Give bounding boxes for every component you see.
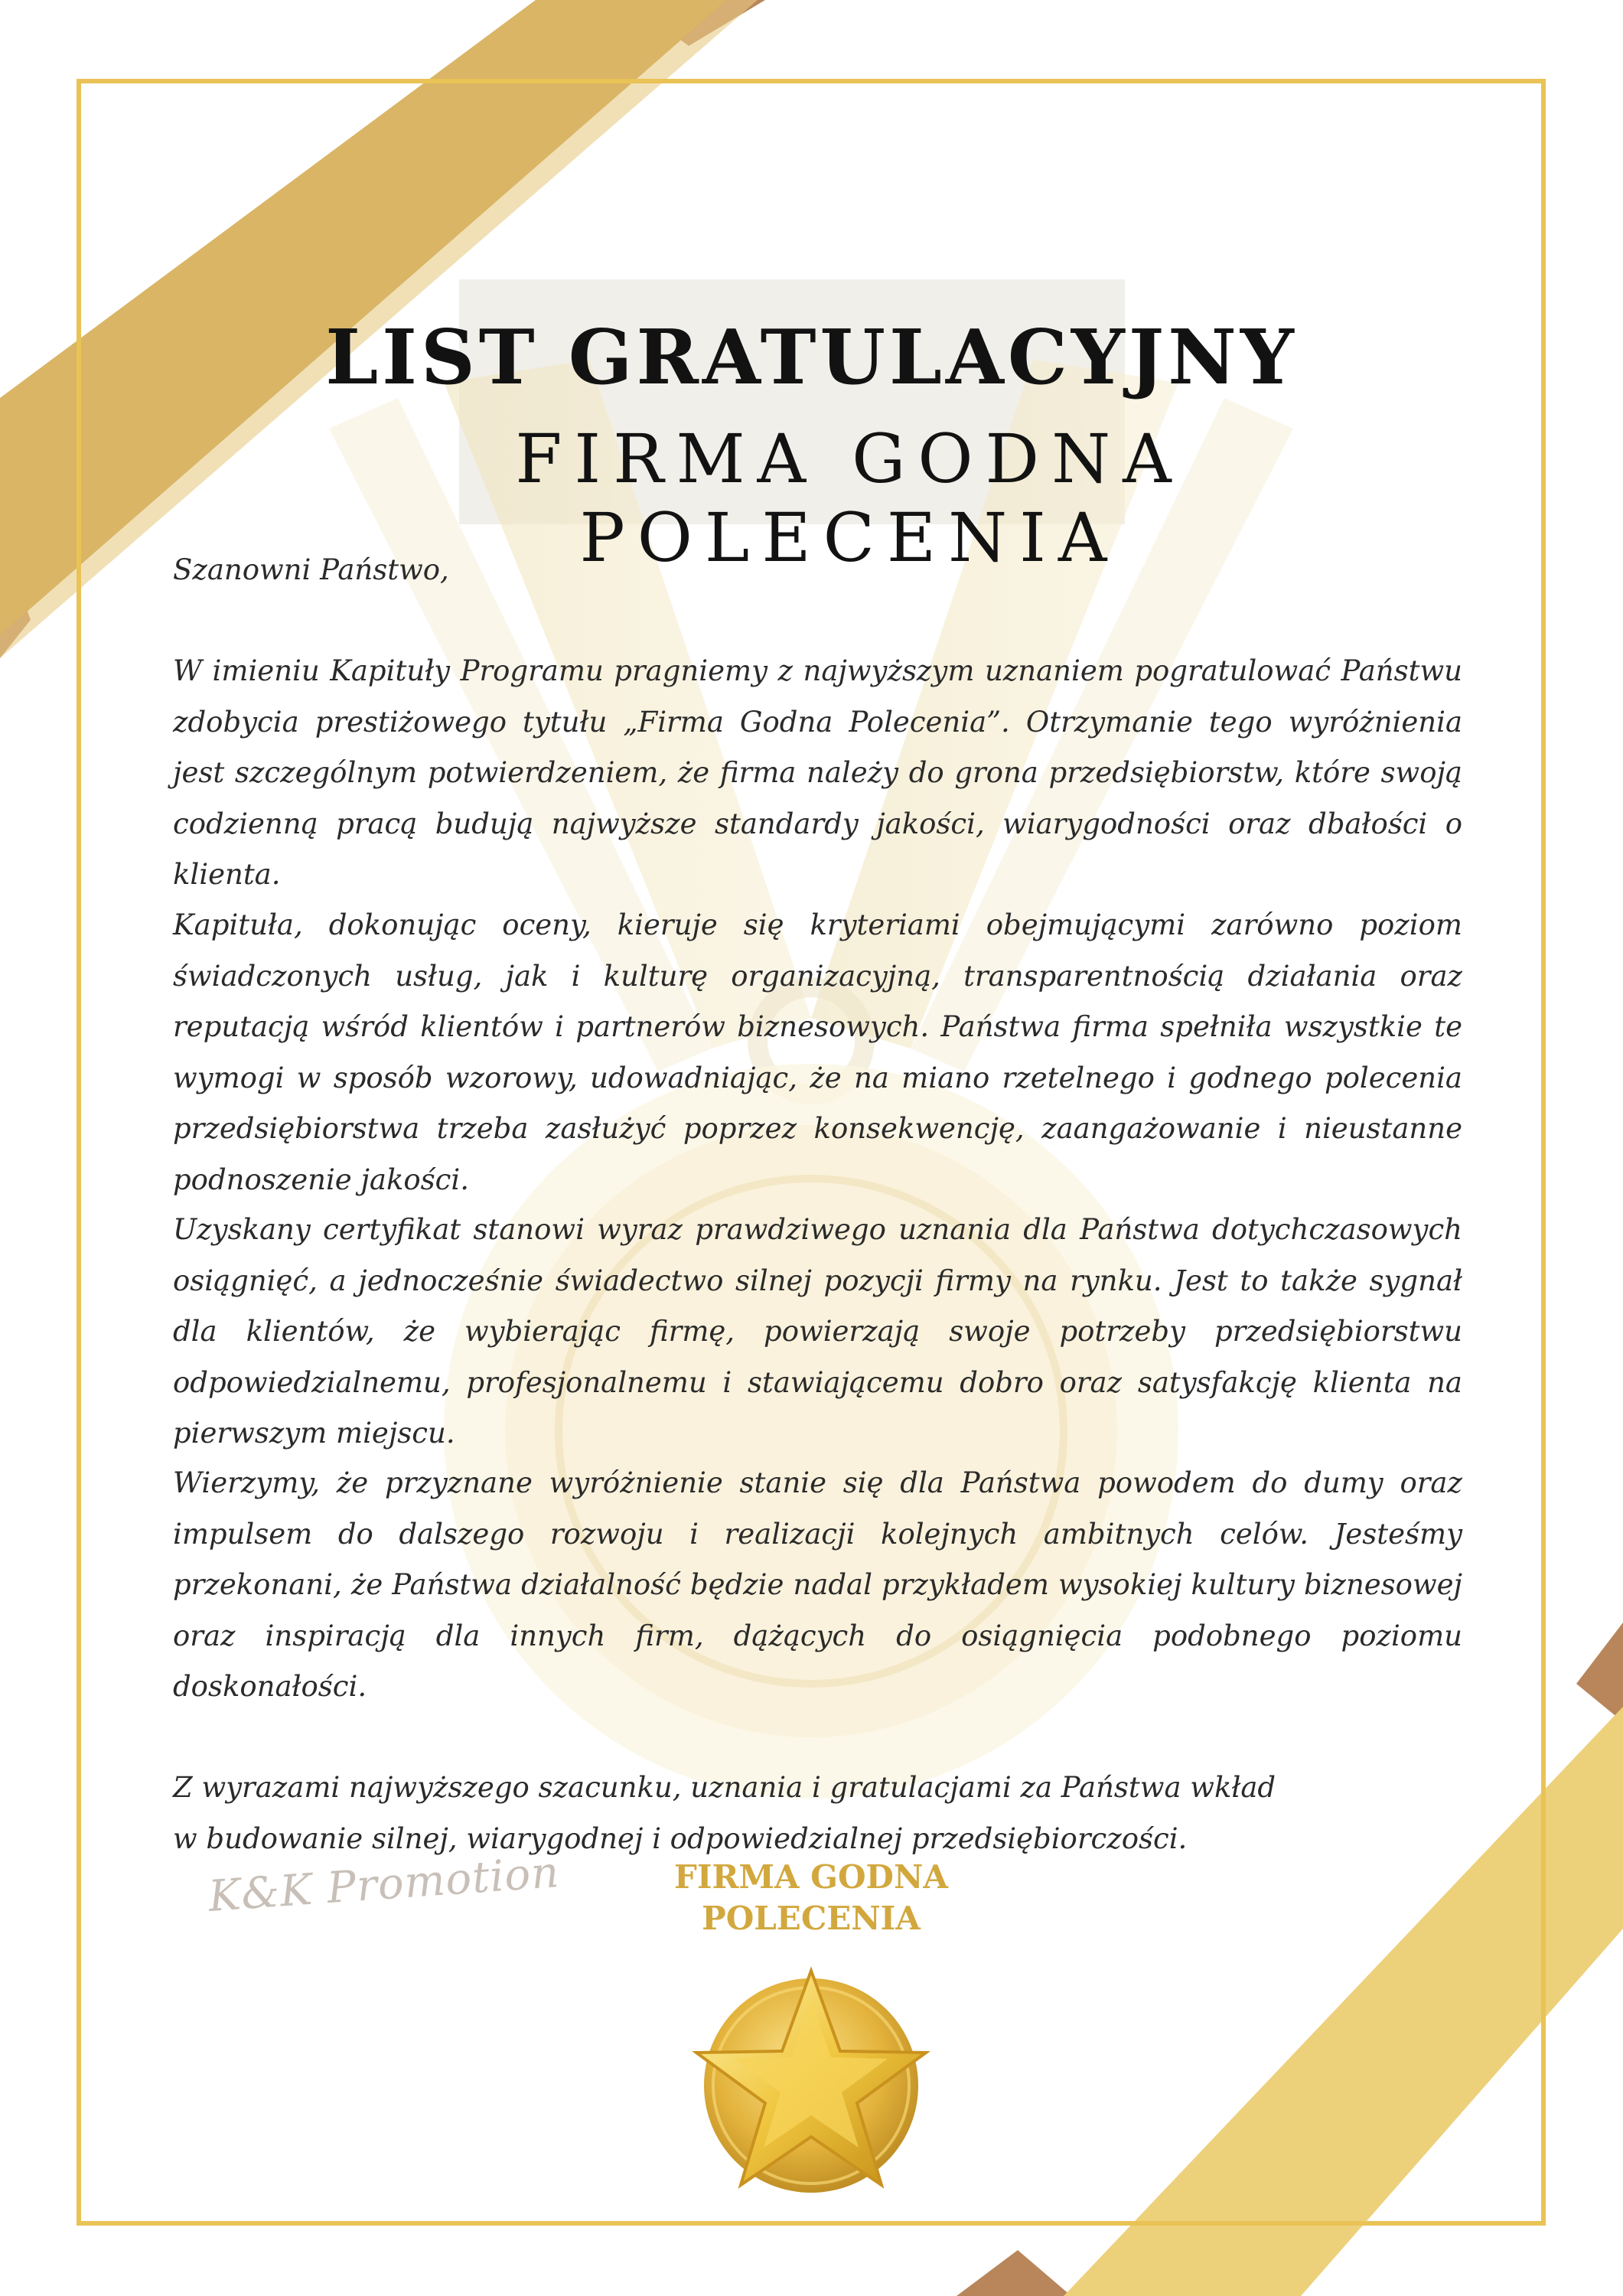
gold-star-medal-icon [681, 1944, 941, 2204]
badge-title-line-2: POLECENIA [702, 1900, 921, 1937]
letter-paragraph-2: Kapituła, dokonując oceny, kieruje się kryteriami obejmującymi zarówno poziom świadczonych usług, jak i kulturę organizacyjną, transparentnością działania oraz reputacją wśród klientów i partnerów biznesowych. Państwa firma spełniła wszystkie te wymogi w sposób wzorowy, udowadniając, że na miano rzetelnego i godnego polecenia przedsiębiorstwa trzeba zasłużyć poprzez konsekwencję, zaangażowanie i nieustanne podnoszenie jakości. [173, 908, 1462, 1196]
page-title: LIST GRATULACYJNY [325, 314, 1298, 402]
badge-title [658, 1857, 964, 1939]
signature: K&K Promotion [207, 1848, 562, 1922]
greeting: Szanowni Państwo, [173, 553, 449, 586]
badge-title-line-1: FIRMA GODNA [674, 1858, 948, 1896]
letter-paragraph-4: Wierzymy, że przyznane wyróżnienie stanie się dla Państwa powodem do dumy oraz impulsem do dalszego rozwoju i realizacji kolejnych ambitnych celów. Jesteśmy przekonani, że Państwa działalność będzie nadal przykładem wysokiej kultury biznesowej oraz inspiracją dla innych firm, dążących do osiągnięcia podobnego poziomu doskonałości. [173, 1466, 1462, 1703]
page-subtitle: FIRMA GODNA POLECENIA [515, 419, 1184, 577]
closing-line-1: Z wyrazami najwyższego szacunku, uznania i gratulacjami za Państwa wkład [173, 1771, 1276, 1804]
letter-paragraph-3: Uzyskany certyfikat stanowi wyraz prawdziwego uznania dla Państwa dotychczasowych osiągnięć, a jednocześnie świadectwo silnej pozycji firmy na rynku. Jest to także sygnał dla klientów, że wybierając firmę, powierzają swoje potrzeby przedsiębiorstwu odpowiedzialnemu, profesjonalnemu i stawiającemu dobro oraz satysfakcję klienta na pierwszym miejscu. [173, 1213, 1462, 1450]
letter-paragraph-1: W imieniu Kapituły Programu pragniemy z najwyższym uznaniem pogratulować Państwu zdobycia prestiżowego tytułu „Firma Godna Polecenia”. Otrzymanie tego wyróżnienia jest szczególnym potwierdzeniem, że firma należy do grona przedsiębiorstw, które swoją codzienną pracą budują najwyższe standardy jakości, wiarygodności oraz dbałości o klienta. [173, 654, 1462, 891]
closing-text [173, 1763, 1462, 1864]
closing-line-2: w budowanie silnej, wiarygodnej i odpowiedzialnej przedsiębiorczości. [173, 1821, 1188, 1855]
